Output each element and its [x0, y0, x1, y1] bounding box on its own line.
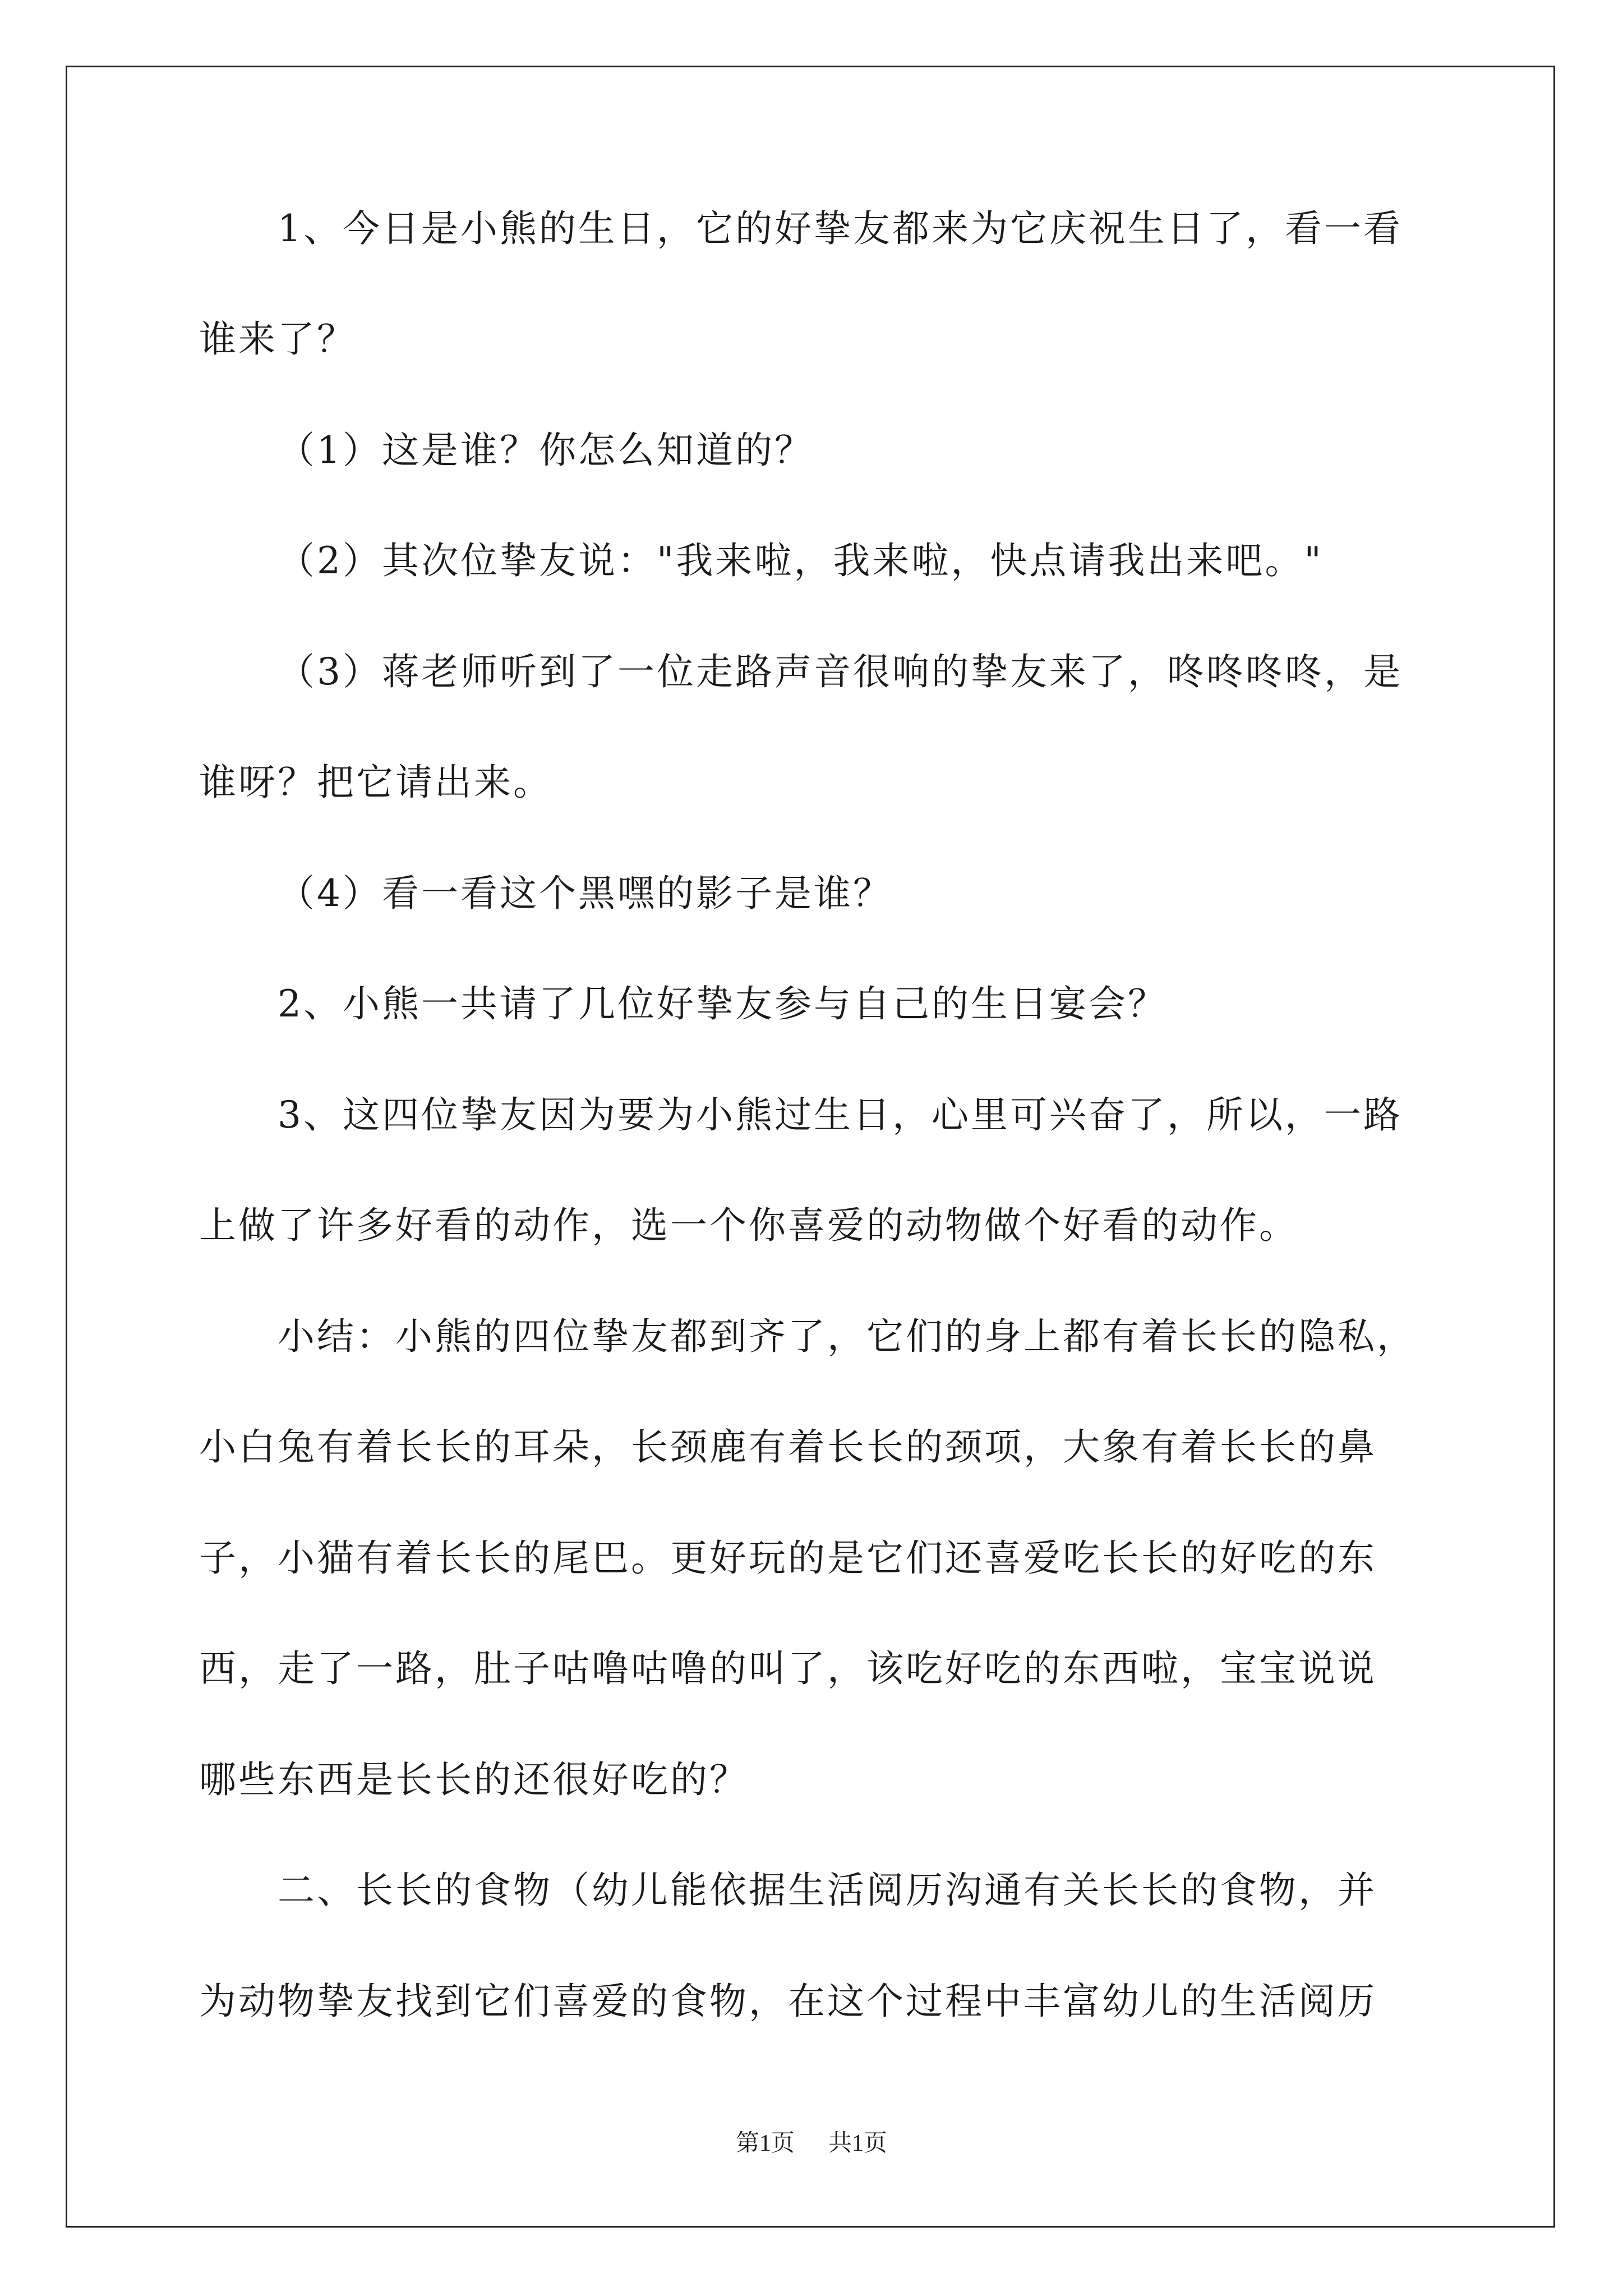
paragraph-line: （2）其次位挚友说："我来啦，我来啦，快点请我出来吧。": [278, 539, 1324, 582]
paragraph-line: （4）看一看这个黑嘿的影子是谁？: [278, 872, 892, 915]
paragraph-line: 哪些东西是长长的还很好吃的？: [199, 1758, 749, 1801]
paragraph-line: （1）这是谁？你怎么知道的？: [278, 429, 814, 472]
page-number-total: 共1页: [828, 2131, 888, 2156]
paragraph-line: 子，小猫有着长长的尾巴。更好玩的是它们还喜爱吃长长的好吃的东: [199, 1536, 1377, 1580]
paragraph-line: 西，走了一路，肚子咕噜咕噜的叫了，该吃好吃的东西啦，宝宝说说: [199, 1647, 1377, 1690]
paragraph-line: 小白兔有着长长的耳朵，长颈鹿有着长长的颈项，大象有着长长的鼻: [199, 1425, 1377, 1469]
paragraph-line: 1、今日是小熊的生日，它的好挚友都来为它庆祝生日了，看一看: [278, 207, 1403, 250]
paragraph-line: 谁来了？: [199, 318, 356, 361]
paragraph-line: 2、小熊一共请了几位好挚友参与自己的生日宴会？: [278, 982, 1167, 1025]
paragraph-line: 上做了许多好看的动作，选一个你喜爱的动物做个好看的动作。: [199, 1204, 1298, 1247]
paragraph-line: 二、长长的食物（幼儿能依据生活阅历沟通有关长长的食物，并: [278, 1869, 1377, 1912]
page-footer: [0, 2132, 1623, 2155]
paragraph-line: 为动物挚友找到它们喜爱的食物，在这个过程中丰富幼儿的生活阅历: [199, 1980, 1377, 2023]
paragraph-line: 谁呀？把它请出来。: [199, 761, 552, 804]
paragraph-line: 小结：小熊的四位挚友都到齐了，它们的身上都有着长长的隐私，: [278, 1315, 1416, 1358]
page-number-current: 第1页: [735, 2131, 795, 2156]
paragraph-line: （3）蒋老师听到了一位走路声音很响的挚友来了，咚咚咚咚，是: [278, 650, 1403, 693]
paragraph-line: 3、这四位挚友因为要为小熊过生日，心里可兴奋了，所以，一路: [278, 1093, 1403, 1137]
